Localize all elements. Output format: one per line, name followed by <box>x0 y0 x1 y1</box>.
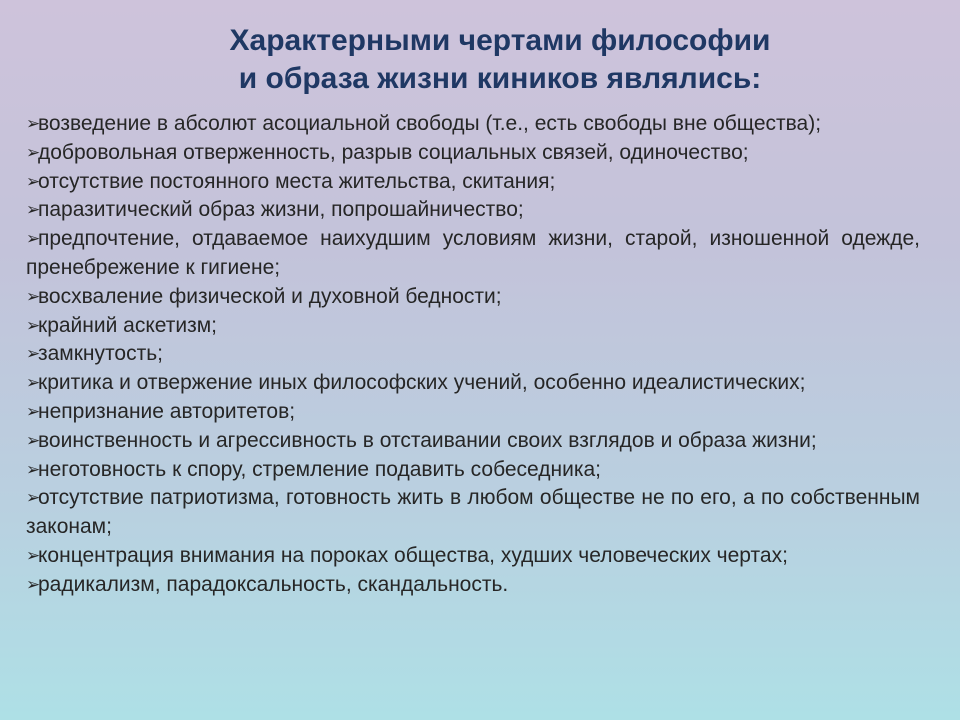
list-item-text: отсутствие постоянного места жительства, скитания; <box>38 169 556 193</box>
list-item-text: предпочтение, отдаваемое наихудшим условиям жизни, старой, изношенной одежде, пренебрежение к гигиене; <box>26 227 920 279</box>
list-item-text: критика и отвержение иных философских учений, особенно идеалистических; <box>38 371 806 395</box>
list-item <box>26 168 920 197</box>
list-item-text: воинственность и агрессивность в отстаивании своих взглядов и образа жизни; <box>38 428 817 452</box>
list-item <box>26 340 920 369</box>
arrow-bullet-icon: ➢ <box>26 488 41 508</box>
slide-title-line-2: и образа жизни киников являлись: <box>238 62 762 95</box>
list-item <box>26 369 920 398</box>
list-item <box>26 283 920 312</box>
list-item-text: радикализм, парадоксальность, скандальность. <box>38 572 509 596</box>
list-item-text: возведение в абсолют асоциальной свободы (т.е., есть свободы вне общества); <box>38 112 822 135</box>
list-item <box>26 110 920 139</box>
list-item <box>26 542 920 571</box>
list-item <box>26 456 920 485</box>
arrow-bullet-icon: ➢ <box>26 430 41 450</box>
arrow-bullet-icon: ➢ <box>26 574 41 594</box>
list-item-text: восхваление физической и духовной бедности; <box>38 284 502 308</box>
arrow-bullet-icon: ➢ <box>26 315 41 335</box>
list-item <box>26 571 920 600</box>
arrow-bullet-icon: ➢ <box>26 459 41 479</box>
list-item <box>26 196 920 225</box>
arrow-bullet-icon: ➢ <box>26 200 41 220</box>
list-item <box>26 484 920 542</box>
arrow-bullet-icon: ➢ <box>26 545 41 565</box>
arrow-bullet-icon: ➢ <box>26 229 41 249</box>
list-item-text: крайний аскетизм; <box>38 313 218 337</box>
list-item <box>26 312 920 341</box>
list-item-text: паразитический образ жизни, попрошайничество; <box>38 198 524 222</box>
feature-list <box>26 110 920 600</box>
list-item-text: добровольная отверженность, разрыв социальных связей, одиночество; <box>38 140 749 164</box>
list-item <box>26 139 920 168</box>
arrow-bullet-icon: ➢ <box>26 142 41 162</box>
arrow-bullet-icon: ➢ <box>26 114 41 133</box>
list-item-text: непризнание авторитетов; <box>38 399 296 423</box>
slide-title <box>100 22 900 98</box>
arrow-bullet-icon: ➢ <box>26 401 41 421</box>
list-item-text: концентрация внимания на пороках общества, худших человеческих чертах; <box>38 543 788 567</box>
list-item <box>26 427 920 456</box>
list-item-text: отсутствие патриотизма, готовность жить в любом обществе не по его, а по собственным законам; <box>26 486 920 539</box>
slide-title-line-1: Характерными чертами философии <box>229 24 771 57</box>
arrow-bullet-icon: ➢ <box>26 344 41 364</box>
arrow-bullet-icon: ➢ <box>26 171 41 191</box>
arrow-bullet-icon: ➢ <box>26 286 41 306</box>
list-item <box>26 225 920 283</box>
list-item-text: неготовность к спору, стремление подавить собеседника; <box>38 457 602 481</box>
list-item-text: замкнутость; <box>38 342 163 366</box>
arrow-bullet-icon: ➢ <box>26 373 41 393</box>
list-item <box>26 398 920 427</box>
